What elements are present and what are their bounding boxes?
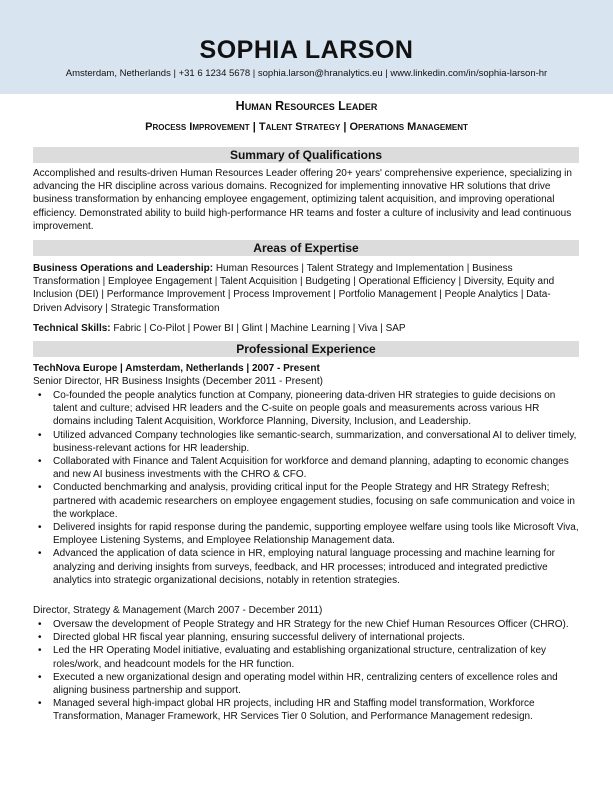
technical-skills	[33, 322, 579, 335]
list-item: • Co-founded the people analytics function at Company, pioneering data-driven HR strategies to guide decisions on talent and culture; advised HR leaders and the C-suite on people goals and measurements across various HR domains including Talent Acquisition, Workforce Planning, Diversity, Inclusion, and Leadership.	[33, 389, 579, 429]
header-banner	[0, 0, 613, 94]
list-item: • Conducted benchmarking and analysis, providing critical input for the People Strategy and HR Strategy Refresh; partnered with academic researchers on employee engagement studies, focusing on safe communication and voice in the workplace.	[33, 481, 579, 521]
role1-bullet-list	[33, 389, 579, 587]
role-title-1: Senior Director, HR Business Insights (December 2011 - Present)	[33, 376, 323, 387]
company-line: TechNova Europe | Amsterdam, Netherlands | 2007 - Present	[33, 363, 320, 374]
list-item: • Utilized advanced Company technologies like semantic-search, summarization, and conversational AI to deliver timely, business-relevant actions for HR leadership.	[33, 429, 579, 455]
resume-title: Human Resources Leader	[235, 99, 378, 113]
list-item: • Executed a new organizational design and operating model within HR, centralizing centers of excellence roles and aligning business partnership and support.	[33, 671, 579, 697]
list-item: • Oversaw the development of People Strategy and HR Strategy for the new Chief Human Resources Officer (CHRO).	[33, 618, 579, 631]
list-item: • Collaborated with Finance and Talent Acquisition for workforce and demand planning, adapting to economic changes and new AI business investments with the CHRO & CFO.	[33, 455, 579, 481]
business-skills-text: Human Resources | Talent Strategy and Implementation | Business Transformation | Employee Engagement | Talent Acquisition | Budgeting | Operational Efficiency | Diversity, Equity and Inclusion (DEI) | Performance Improvement | Process Improvement | Portfolio Management | People Analytics | Data-Driven Advisory | Strategic Transformation	[33, 263, 555, 314]
business-skills	[33, 262, 579, 315]
expertise-heading: Areas of Expertise	[33, 240, 579, 256]
role2-bullet-list	[33, 618, 579, 724]
resume-subtitle: Process Improvement | Talent Strategy | Operations Management	[145, 121, 468, 133]
technical-skills-text: Fabric | Co-Pilot | Power BI | Glint | Machine Learning | Viva | SAP	[110, 323, 406, 334]
technical-skills-label: Technical Skills:	[33, 323, 111, 334]
list-item: • Directed global HR fiscal year planning, ensuring successful delivery of international projects.	[33, 631, 579, 644]
experience-heading: Professional Experience	[33, 341, 579, 357]
list-item: • Advanced the application of data science in HR, employing natural language processing and machine learning for analyzing and deriving insights from surveys, feedback, and HR processes; introduced and integrated predictive analytics into strategic organizational decisions, notably in retention strategies.	[33, 547, 579, 587]
summary-text: Accomplished and results-driven Human Resources Leader offering 20+ years' comprehensive experience, specializing in advancing the HR discipline across various domains. Recognized for implementing innovative HR solutions that drive business transformation by enhancing employee engagement, optimizing talent acquisition, and improving operational efficiency. Demonstrated ability to build high-performance HR teams and foster a culture of inclusivity and lead continuous improvement.	[33, 168, 572, 232]
list-item: • Delivered insights for rapid response during the pandemic, supporting employee welfare using tools like Microsoft Viva, Employee Listening Systems, and Employee Relationship Management data.	[33, 521, 579, 547]
role-title-2: Director, Strategy & Management (March 2007 - December 2011)	[33, 605, 323, 616]
contact-line: Amsterdam, Netherlands | +31 6 1234 5678 | sophia.larson@hranalytics.eu | www.linkedin.com/in/sophia-larson-hr	[65, 68, 548, 79]
candidate-name: SOPHIA LARSON	[199, 36, 414, 64]
summary-heading: Summary of Qualifications	[33, 147, 579, 163]
business-skills-label: Business Operations and Leadership:	[33, 263, 214, 274]
list-item: • Led the HR Operating Model initiative, evaluating and establishing organizational structure, centralization of key roles/work, and headcount models for the HR function.	[33, 644, 579, 670]
list-item: • Managed several high-impact global HR projects, including HR and Staffing model transformation, Workforce Transformation, Manager Framework, HR Services Tier 0 Solution, and Performance Management redesign.	[33, 697, 579, 723]
